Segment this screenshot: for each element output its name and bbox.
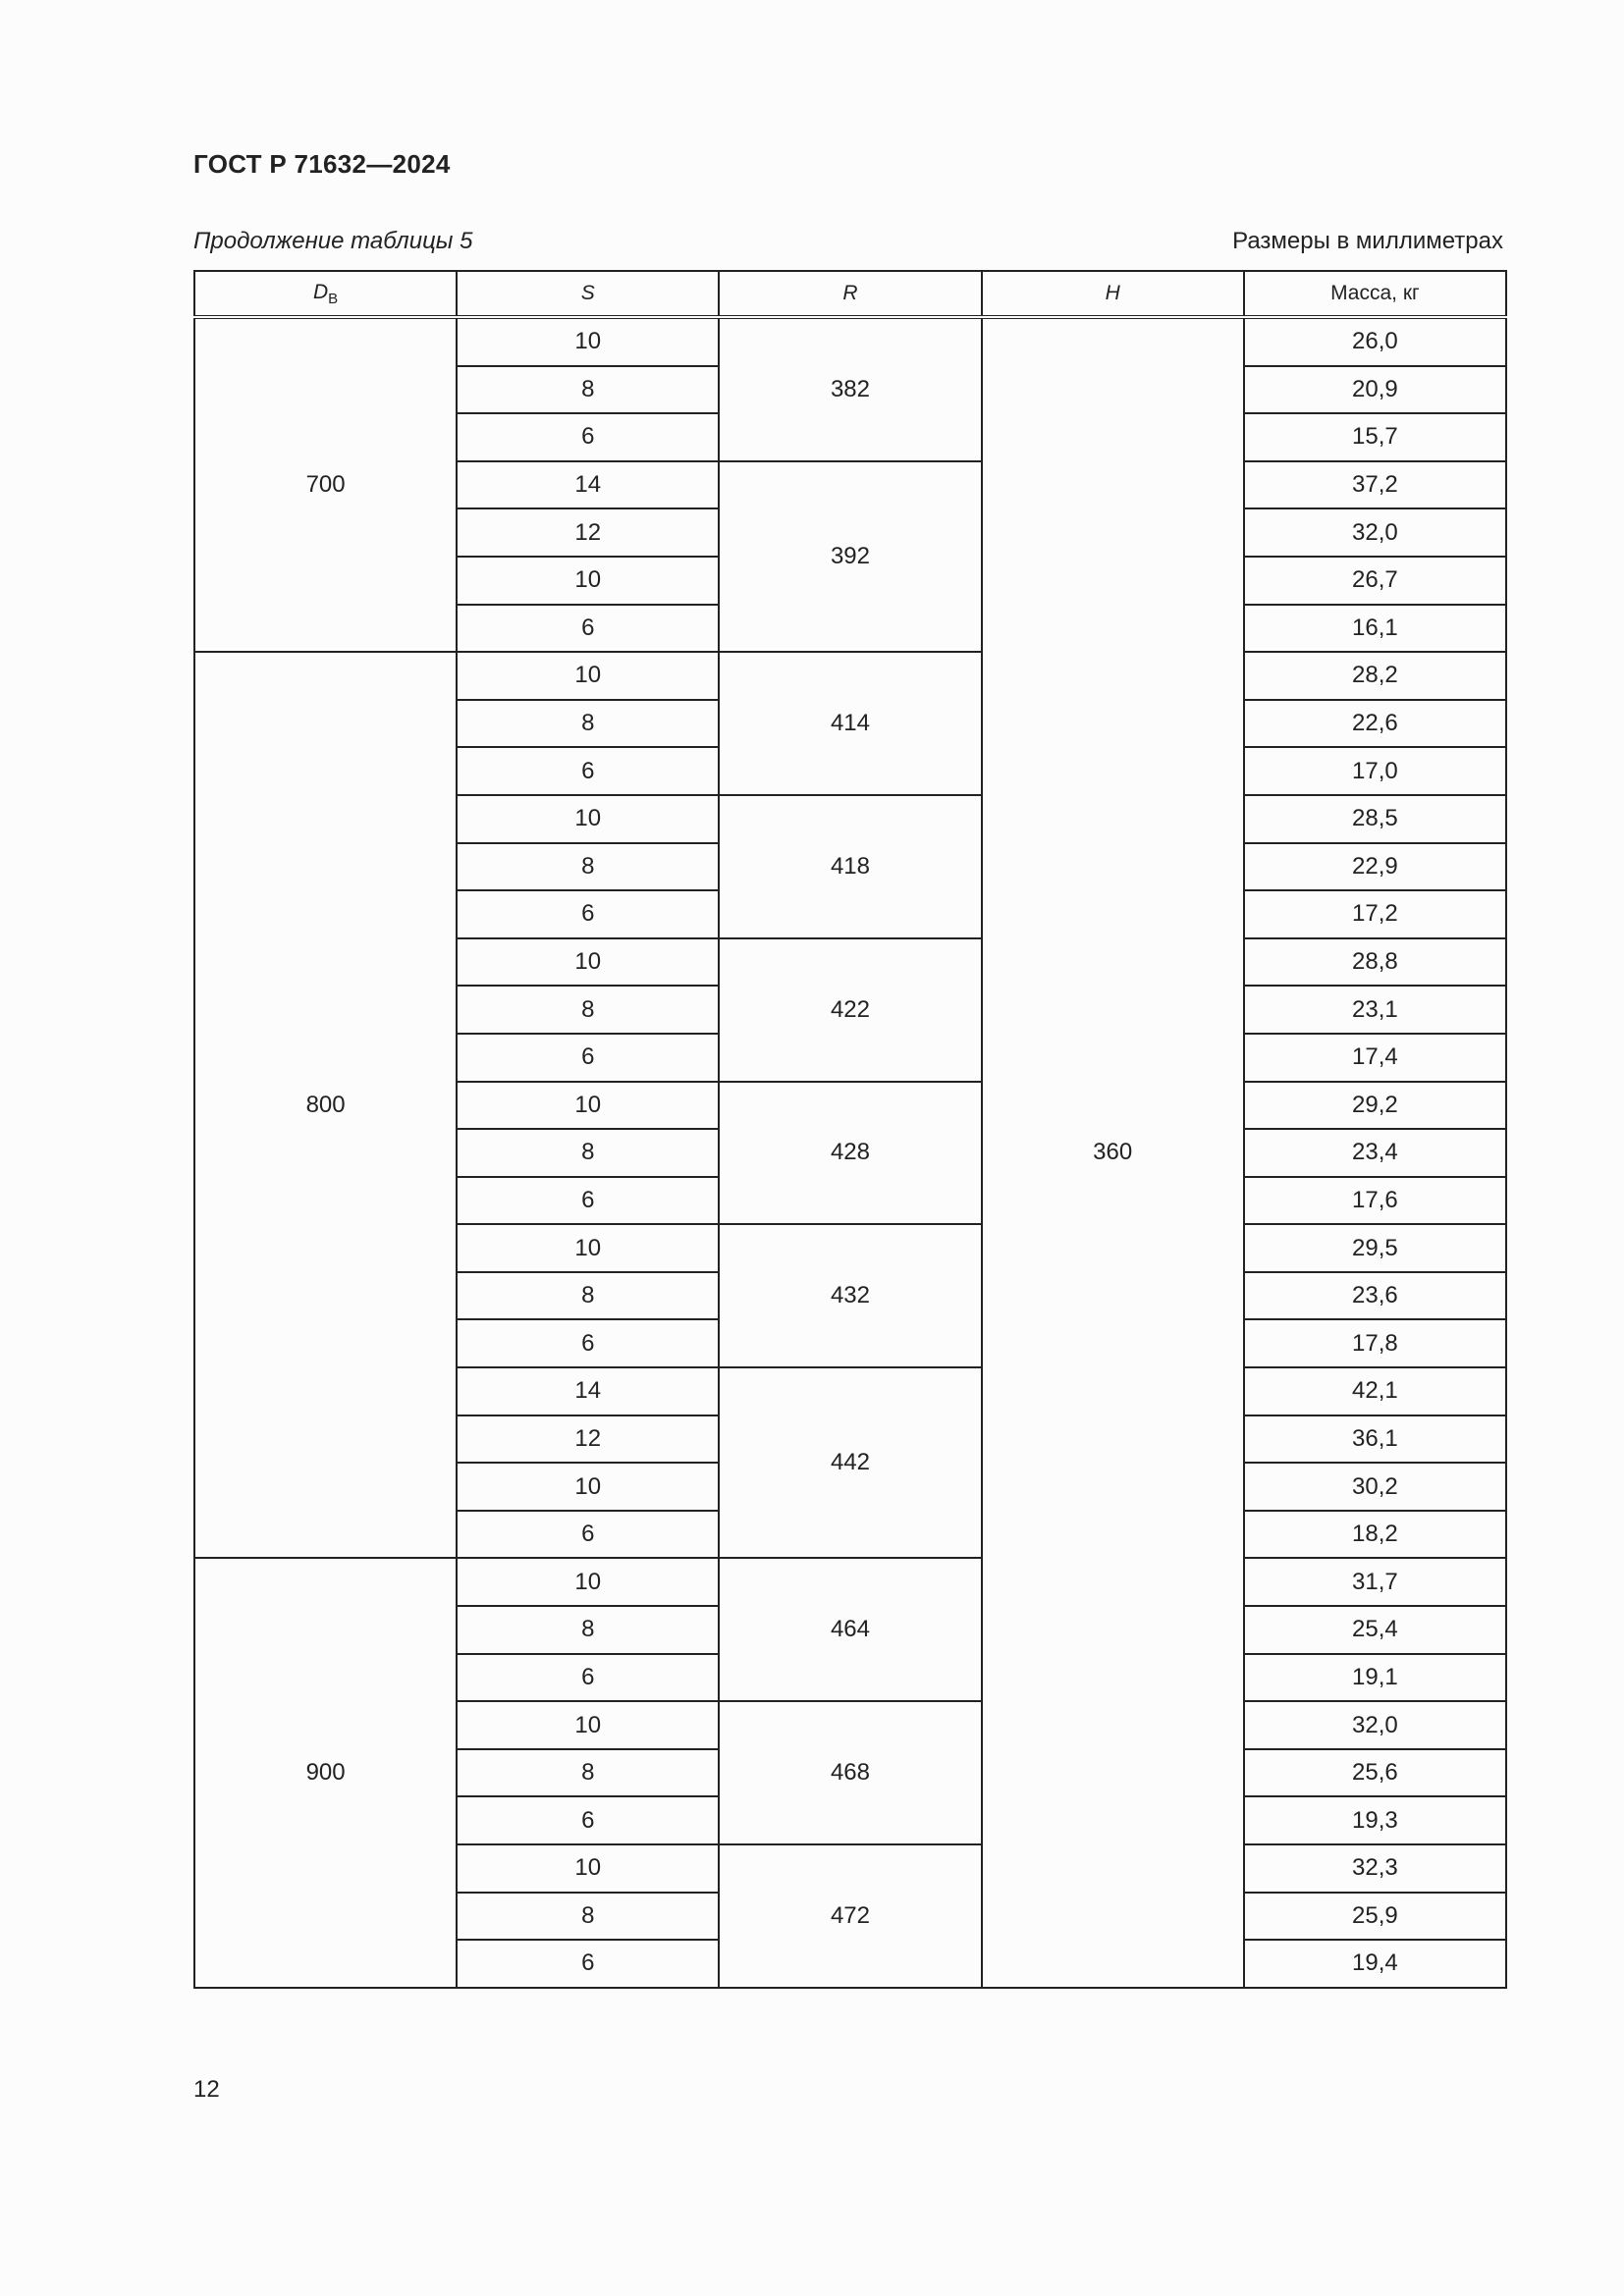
table-row	[194, 652, 1506, 700]
cell-r: 464	[719, 1558, 981, 1701]
cell-mass: 17,2	[1244, 890, 1506, 938]
cell-mass: 28,8	[1244, 938, 1506, 987]
cell-r: 392	[719, 461, 981, 652]
cell-s: 10	[457, 317, 719, 366]
cell-mass: 17,4	[1244, 1034, 1506, 1082]
cell-s: 10	[457, 1224, 719, 1272]
cell-s: 8	[457, 1272, 719, 1320]
cell-mass: 29,5	[1244, 1224, 1506, 1272]
cell-mass: 25,4	[1244, 1606, 1506, 1654]
cell-mass: 26,7	[1244, 557, 1506, 605]
cell-mass: 31,7	[1244, 1558, 1506, 1606]
cell-s: 8	[457, 1893, 719, 1941]
cell-s: 8	[457, 1129, 719, 1177]
cell-r: 442	[719, 1367, 981, 1558]
header-mass: Масса, кг	[1244, 271, 1506, 317]
cell-mass: 17,8	[1244, 1319, 1506, 1367]
cell-s: 10	[457, 1082, 719, 1130]
cell-r: 468	[719, 1701, 981, 1844]
cell-s: 14	[457, 461, 719, 509]
cell-db: 900	[194, 1558, 457, 1987]
cell-s: 6	[457, 1511, 719, 1559]
cell-r: 432	[719, 1224, 981, 1367]
cell-s: 8	[457, 1749, 719, 1797]
cell-s: 6	[457, 413, 719, 461]
table-continuation-caption: Продолжение таблицы 5	[193, 228, 473, 254]
cell-mass: 17,6	[1244, 1177, 1506, 1225]
header-db-subscript: В	[328, 290, 339, 307]
cell-s: 8	[457, 986, 719, 1034]
cell-s: 10	[457, 1701, 719, 1749]
cell-s: 10	[457, 938, 719, 987]
cell-s: 6	[457, 1654, 719, 1702]
page-number: 12	[193, 2076, 220, 2103]
cell-mass: 25,9	[1244, 1893, 1506, 1941]
cell-s: 10	[457, 795, 719, 843]
cell-s: 12	[457, 508, 719, 557]
cell-mass: 28,5	[1244, 795, 1506, 843]
cell-s: 12	[457, 1415, 719, 1464]
header-h: H	[982, 271, 1244, 317]
cell-mass: 36,1	[1244, 1415, 1506, 1464]
cell-s: 8	[457, 366, 719, 414]
header-db-main: D	[313, 280, 329, 303]
cell-s: 8	[457, 700, 719, 748]
cell-mass: 20,9	[1244, 366, 1506, 414]
cell-mass: 23,6	[1244, 1272, 1506, 1320]
cell-mass: 23,4	[1244, 1129, 1506, 1177]
cell-mass: 32,0	[1244, 1701, 1506, 1749]
header-r: R	[719, 271, 981, 317]
cell-mass: 32,3	[1244, 1844, 1506, 1893]
cell-mass: 28,2	[1244, 652, 1506, 700]
document-title: ГОСТ Р 71632—2024	[193, 149, 451, 179]
cell-db: 700	[194, 317, 457, 652]
header-s: S	[457, 271, 719, 317]
cell-mass: 15,7	[1244, 413, 1506, 461]
cell-mass: 22,6	[1244, 700, 1506, 748]
cell-mass: 37,2	[1244, 461, 1506, 509]
cell-s: 8	[457, 1606, 719, 1654]
cell-mass: 26,0	[1244, 317, 1506, 366]
dimensions-table	[193, 270, 1507, 1989]
cell-mass: 19,3	[1244, 1796, 1506, 1844]
cell-mass: 29,2	[1244, 1082, 1506, 1130]
dimensions-note: Размеры в миллиметрах	[1232, 228, 1503, 254]
table-row	[194, 317, 1506, 366]
cell-s: 14	[457, 1367, 719, 1415]
cell-mass: 32,0	[1244, 508, 1506, 557]
cell-mass: 23,1	[1244, 986, 1506, 1034]
cell-r: 382	[719, 317, 981, 461]
cell-s: 10	[457, 557, 719, 605]
cell-s: 8	[457, 843, 719, 891]
cell-r: 472	[719, 1844, 981, 1988]
cell-s: 6	[457, 605, 719, 653]
cell-r: 414	[719, 652, 981, 795]
table-header-row	[194, 271, 1506, 317]
cell-r: 422	[719, 938, 981, 1082]
cell-s: 6	[457, 890, 719, 938]
cell-s: 6	[457, 747, 719, 795]
cell-mass: 30,2	[1244, 1463, 1506, 1511]
cell-mass: 19,1	[1244, 1654, 1506, 1702]
cell-mass: 16,1	[1244, 605, 1506, 653]
cell-mass: 18,2	[1244, 1511, 1506, 1559]
cell-mass: 22,9	[1244, 843, 1506, 891]
cell-s: 10	[457, 652, 719, 700]
header-db	[194, 271, 457, 317]
cell-s: 6	[457, 1940, 719, 1988]
cell-db: 800	[194, 652, 457, 1558]
cell-r: 428	[719, 1082, 981, 1225]
cell-mass: 17,0	[1244, 747, 1506, 795]
cell-s: 10	[457, 1558, 719, 1606]
cell-s: 6	[457, 1034, 719, 1082]
cell-r: 418	[719, 795, 981, 938]
cell-mass: 25,6	[1244, 1749, 1506, 1797]
cell-s: 6	[457, 1177, 719, 1225]
table-body	[194, 317, 1506, 1988]
cell-mass: 19,4	[1244, 1940, 1506, 1988]
cell-s: 10	[457, 1844, 719, 1893]
cell-s: 6	[457, 1319, 719, 1367]
cell-mass: 42,1	[1244, 1367, 1506, 1415]
table-row	[194, 1558, 1506, 1606]
cell-s: 10	[457, 1463, 719, 1511]
cell-s: 6	[457, 1796, 719, 1844]
cell-h: 360	[982, 317, 1244, 1988]
